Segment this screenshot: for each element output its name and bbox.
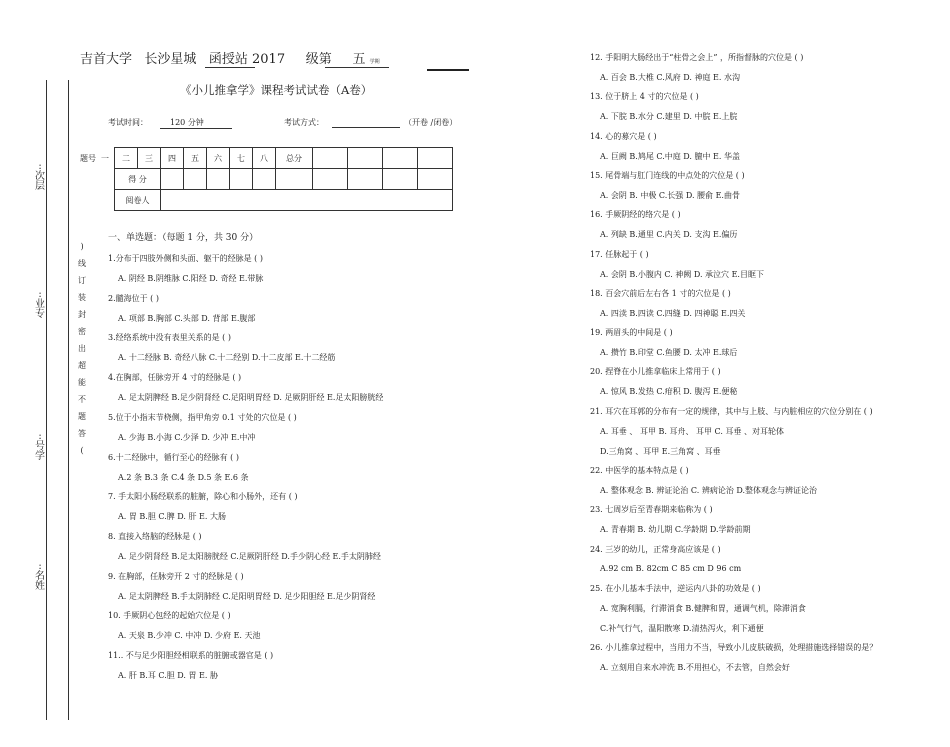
question-text: 18. 百会穴前后左右各 1 寸的穴位是 ( ) bbox=[590, 288, 731, 298]
question-text: 3.经络系统中没有表里关系的是 ( ) bbox=[108, 333, 231, 343]
answer-options: A. 会阴 B. 中极 C.长强 D. 腰俞 E.曲骨 bbox=[600, 190, 740, 200]
question-text: 22. 中医学的基本特点是 ( ) bbox=[590, 466, 689, 475]
score-header-3: 三 bbox=[145, 153, 153, 163]
question-text: 13. 位于脐上 4 寸的穴位是 ( ) bbox=[590, 92, 699, 102]
score-header-2: 二 bbox=[122, 153, 130, 163]
question-text: 9. 在胸部，任脉旁开 2 寸的经脉是 ( ) bbox=[108, 571, 244, 581]
answer-options: A. 足太阴脾经 B.手太阴肺经 C.足阳明胃经 D. 足少阳胆经 E.足少阴肾经 bbox=[118, 591, 376, 601]
answer-options: A. 项部 B.胸部 C.头部 D. 背部 E.腹部 bbox=[118, 313, 256, 323]
header-underline-3 bbox=[427, 69, 469, 71]
score-header-6: 六 bbox=[214, 153, 222, 163]
answer-options: A. 四渎 B.四读 C.四缝 D. 四神聪 E.四关 bbox=[600, 308, 746, 318]
seal-char: 超 bbox=[78, 361, 86, 370]
answer-options: C.补气行气，温阳散寒 D.清热泻火，利下通便 bbox=[600, 623, 764, 633]
question-text: 8. 直接入络脑的经脉是 ( ) bbox=[108, 531, 202, 541]
answer-options: A. 宽胸利膈，行滞消食 B.健脾和胃，通调气机，除滞消食 bbox=[600, 603, 806, 613]
answer-options: A.92 cm B. 82cm C 85 cm D 96 cm bbox=[600, 563, 742, 573]
seal-char: 订 bbox=[78, 276, 86, 285]
binding-line-inner bbox=[68, 80, 69, 720]
question-text: 15. 尾骨端与肛门连线的中点处的穴位是 ( ) bbox=[590, 170, 745, 180]
answer-options: A. 列缺 B.通里 C.内关 D. 支沟 E.偏历 bbox=[600, 230, 738, 240]
seal-char: 线 bbox=[78, 259, 86, 268]
question-text: 7. 手太阳小肠经联系的脏腑，除心和小肠外，还有 ( ) bbox=[108, 492, 298, 502]
answer-options: A. 胃 B.胆 C.脾 D. 肝 E. 大肠 bbox=[118, 512, 226, 522]
answer-options: A. 巨阙 B.鸠尾 C.中庭 D. 膻中 E. 华盖 bbox=[600, 151, 740, 161]
score-header-5: 五 bbox=[191, 153, 199, 163]
exam-time-label: 考试时间： bbox=[108, 118, 148, 127]
field-name: :名姓 bbox=[35, 561, 45, 592]
exam-method-label: 考试方式： bbox=[284, 118, 324, 127]
answer-options: A. 足太阴脾经 B.足少阴肾经 C.足阳明胃经 D. 足厥阴肝经 E.足太阳膀胱经 bbox=[118, 393, 384, 403]
question-text: 25. 在小儿基本手法中，逆运内八卦的功效是 ( ) bbox=[590, 583, 761, 593]
seal-line-text bbox=[77, 238, 89, 459]
question-text: 6.十二经脉中，循行至心的经脉有 ( ) bbox=[108, 452, 239, 462]
header-underline-1 bbox=[205, 67, 255, 68]
question-text: 26. 小儿推拿过程中，当用力不当，导致小儿皮肤破损，处理措施选择错误的是？ bbox=[590, 643, 878, 653]
seal-char: ( bbox=[80, 446, 84, 455]
answer-options: A.2 条 B.3 条 C.4 条 D.5 条 E.6 条 bbox=[118, 472, 249, 482]
question-text: 16. 手厥阴经的络穴是 ( ) bbox=[590, 210, 681, 220]
field-student-id: :号学 bbox=[35, 431, 45, 462]
term-number: 五 bbox=[352, 52, 366, 67]
seal-char: 能 bbox=[78, 378, 86, 387]
question-text: 5.位于小指末节桡侧，指甲角旁 0.1 寸处的穴位是 ( ) bbox=[108, 412, 297, 422]
exam-time-value: 120 分钟 bbox=[160, 117, 232, 129]
answer-options: A. 天泉 B.少冲 C. 中冲 D. 少府 E. 天池 bbox=[118, 631, 261, 641]
answer-options: A. 阴经 B.阴维脉 C.阳经 D. 奇经 E.带脉 bbox=[118, 274, 264, 283]
station-name: 函授站 bbox=[208, 52, 248, 67]
question-text: 14. 心的募穴是 ( ) bbox=[590, 131, 657, 141]
answer-options: A. 攒竹 B.印堂 C.鱼腰 D. 太冲 E.球后 bbox=[600, 348, 738, 358]
term-label: 学期 bbox=[369, 59, 380, 65]
seal-char: 出 bbox=[78, 344, 86, 353]
score-row-score: 得 分 bbox=[128, 174, 147, 184]
answer-options: A. 青春期 B. 幼儿期 C.学龄期 D.学龄前期 bbox=[600, 525, 751, 535]
seal-char: 答 bbox=[78, 429, 86, 438]
answer-options: A. 耳垂 、 耳甲 B. 耳舟、 耳甲 C. 耳垂 、对耳轮体 bbox=[600, 426, 785, 436]
seal-char: 装 bbox=[78, 293, 86, 302]
answer-options: A. 十二经脉 B. 奇经八脉 C.十二经别 D.十二皮部 E.十二经筋 bbox=[118, 353, 336, 363]
score-table bbox=[114, 147, 453, 211]
score-row-label: 题号 bbox=[80, 154, 96, 163]
question-text: 4.在胸部，任脉旁开 4 寸的经脉是 ( ) bbox=[108, 373, 242, 383]
exam-header bbox=[80, 48, 380, 67]
answer-options: A. 肝 B.耳 C.胆 D. 胃 E. 胁 bbox=[118, 671, 218, 680]
score-header-total: 总分 bbox=[286, 153, 302, 163]
answer-options: A. 少海 B.小海 C.少泽 D. 少冲 E.中冲 bbox=[118, 432, 256, 442]
question-text: 19. 两眉头的中间是 ( ) bbox=[590, 328, 673, 338]
exam-method-blank bbox=[332, 127, 400, 128]
seal-char: ) bbox=[80, 242, 84, 251]
answer-options: A. 足少阴肾经 B.足太阳膀胱经 C.足厥阴肝经 D.手少阴心经 E.手太阴肺经 bbox=[118, 551, 381, 561]
question-text: 20. 捏脊在小儿推拿临床上常用于 ( ) bbox=[590, 367, 721, 377]
question-text: 23. 七周岁后至青春期来临称为 ( ) bbox=[590, 505, 713, 515]
question-text: 1.分布于四肢外侧和头面、躯干的经脉是 ( ) bbox=[108, 254, 263, 263]
question-text: 21. 耳穴在耳郭的分布有一定的规律，其中与上肢、与内脏相应的穴位分别在 ( ) bbox=[590, 406, 873, 416]
question-text: 10. 手厥阴心包经的起始穴位是 ( ) bbox=[108, 611, 231, 621]
question-text: 24. 三岁的幼儿，正常身高应该是 ( ) bbox=[590, 544, 721, 554]
field-major: :业专 bbox=[35, 289, 45, 320]
answer-options: A. 百会 B.大椎 C.风府 D. 神庭 E. 水沟 bbox=[600, 73, 740, 82]
answer-options: D.三角窝 、耳甲 E.三角窝 、耳垂 bbox=[600, 446, 721, 456]
answer-options: A. 立刻用自来水冲洗 B.不用担心，不去管，自然会好 bbox=[600, 663, 790, 673]
question-text: 17. 任脉起于 ( ) bbox=[590, 249, 649, 259]
seal-char: 不 bbox=[78, 395, 86, 404]
score-header-7: 七 bbox=[237, 153, 245, 163]
year: 2017 bbox=[252, 52, 286, 67]
seal-char: 题 bbox=[78, 412, 86, 421]
header-underline-2 bbox=[325, 67, 389, 68]
score-header-8: 八 bbox=[260, 153, 268, 163]
field-class: :次层 bbox=[35, 161, 45, 192]
question-text: 12. 手阳明大肠经出于“柱骨之会上” ，所指督脉的穴位是 ( ) bbox=[590, 53, 804, 62]
score-header-4: 四 bbox=[168, 153, 176, 163]
binding-line bbox=[46, 80, 47, 720]
grade-label: 级第 bbox=[305, 52, 332, 67]
answer-options: A. 会阴 B.小腹内 C. 神阙 D. 承泣穴 E.目眶下 bbox=[600, 269, 764, 279]
question-text: 11.. 不与足少阳胆经相联系的脏腑或器官是 ( ) bbox=[108, 651, 274, 660]
center-location: 长沙星城 bbox=[144, 52, 197, 67]
score-row-grader: 阅卷人 bbox=[125, 195, 150, 205]
seal-char: 密 bbox=[78, 327, 86, 336]
university-name: 吉首大学 bbox=[80, 52, 133, 67]
answer-options: A. 下脘 B.水分 C.建里 D. 中脘 E.上脘 bbox=[600, 112, 738, 122]
seal-char: 封 bbox=[78, 310, 86, 319]
section-title: 一、单选题：（每题 1 分，共 30 分） bbox=[108, 233, 259, 243]
exam-method-options: （开卷 /闭卷） bbox=[404, 118, 458, 127]
score-header-1: 一 bbox=[101, 154, 109, 163]
answer-options: A. 整体观念 B. 辨证论治 C. 辨病论治 D.整体观念与辨证论治 bbox=[600, 486, 818, 495]
exam-title: 《小儿推拿学》课程考试试卷（A卷） bbox=[180, 83, 373, 97]
answer-options: A. 惊风 B.发热 C.疳积 D. 腹泻 E.便秘 bbox=[600, 387, 738, 397]
question-text: 2.髓海位于 ( ) bbox=[108, 293, 159, 303]
